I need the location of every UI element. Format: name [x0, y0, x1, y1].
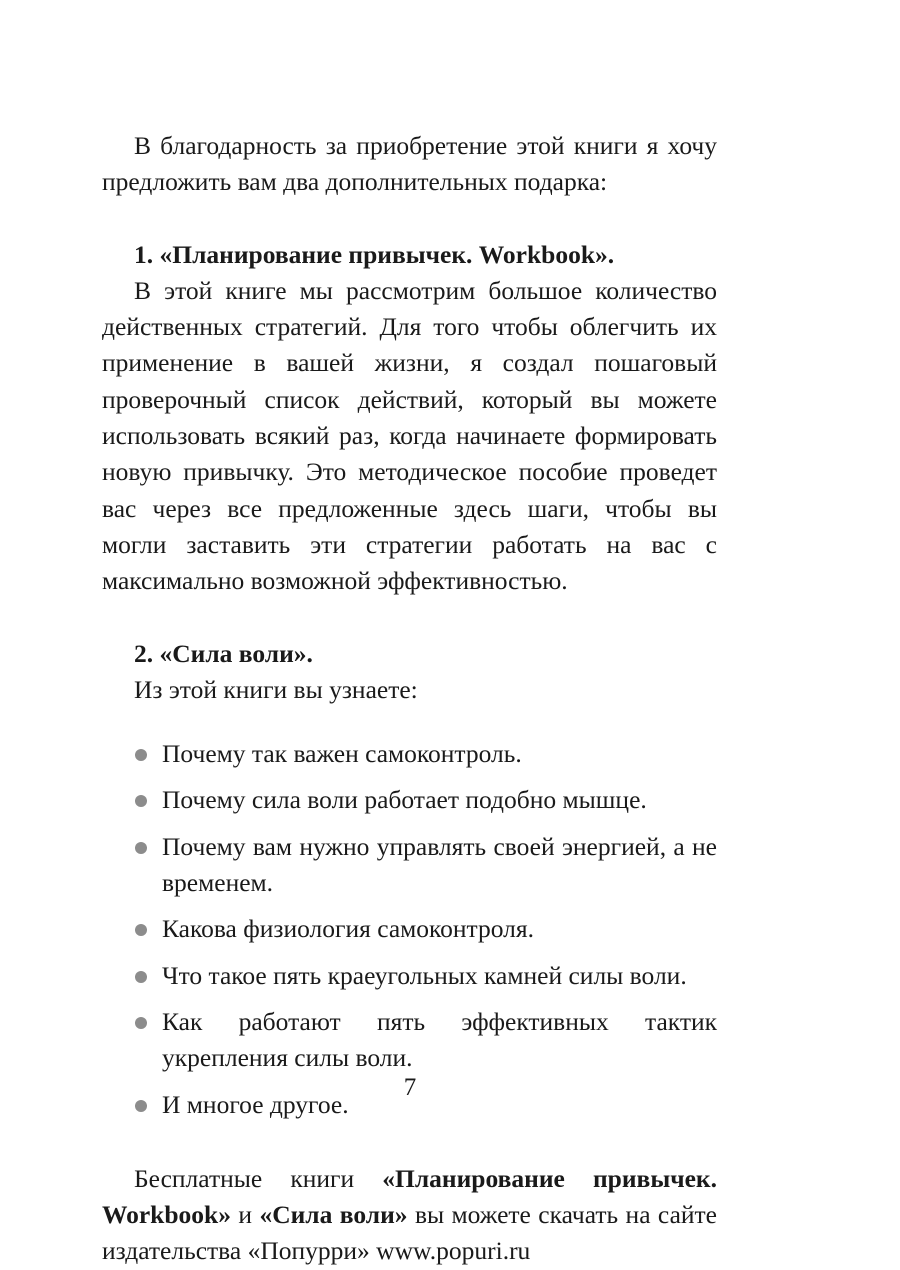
bullet-dot-icon [135, 795, 147, 807]
spacer [102, 600, 717, 636]
bullet-dot-icon [135, 924, 147, 936]
closing-text-start: Бесплатные книги [134, 1163, 383, 1193]
list-item [102, 782, 717, 818]
gift1-heading: 1. «Планирование привычек. Workbook». [134, 239, 615, 269]
list-item [102, 958, 717, 994]
list-item-text: Почему сила воли работает подобно мышце. [162, 785, 647, 815]
spacer [102, 708, 717, 736]
gift2-lead: Из этой книги вы узнаете: [134, 674, 418, 704]
bullet-dot-icon [135, 749, 147, 761]
bullet-dot-icon [135, 971, 147, 983]
list-item [102, 911, 717, 947]
intro-paragraph: В благодарность за приобретение этой книги я хочу предложить вам два дополнительных подарка: [102, 131, 717, 197]
gift2-heading: 2. «Сила воли». [134, 638, 313, 668]
bullet-dot-icon [135, 1017, 147, 1029]
benefits-list [102, 736, 717, 1123]
list-item-text: Почему вам нужно управлять своей энергией, а не временем. [162, 831, 717, 898]
list-item [102, 829, 717, 902]
closing-text-end: вы можете скачать на сайте издательства «Попурри» www.popuri.ru [102, 1200, 717, 1266]
list-item-text: И многое другое. [162, 1089, 349, 1119]
closing-paragraph [102, 1161, 717, 1270]
book-title-habits: «Планирование привычек. Workbook» [102, 1163, 717, 1230]
list-item-text: Как работают пять эффективных тактик укрепления силы воли. [162, 1006, 717, 1073]
spacer [102, 1133, 717, 1161]
list-item-text: Какова физиология самоконтроля. [162, 914, 534, 944]
spacer [102, 201, 717, 237]
bullet-dot-icon [135, 842, 147, 854]
list-item-text: Почему так важен самоконтроль. [162, 739, 522, 769]
closing-text-and: и [230, 1200, 260, 1230]
list-item-text: Что такое пять краеугольных камней силы воли. [162, 960, 687, 990]
list-item [102, 1004, 717, 1077]
gift1-description: В этой книге мы рассмотрим большое количество действенных стратегий. Для того чтобы облегчить их применение в вашей жизни, я создал пошаговый проверочный список действий, который вы можете использовать всякий раз, когда начинаете формировать новую привычку. Это методическое пособие проведет вас через все предложенные здесь шаги, чтобы вы могли заставить эти стратегии работать на вас с максимально возможной эффективностью. [102, 275, 717, 596]
list-item [102, 736, 717, 772]
book-title-willpower: «Сила воли» [259, 1200, 408, 1230]
page-number: 7 [403, 1074, 417, 1101]
